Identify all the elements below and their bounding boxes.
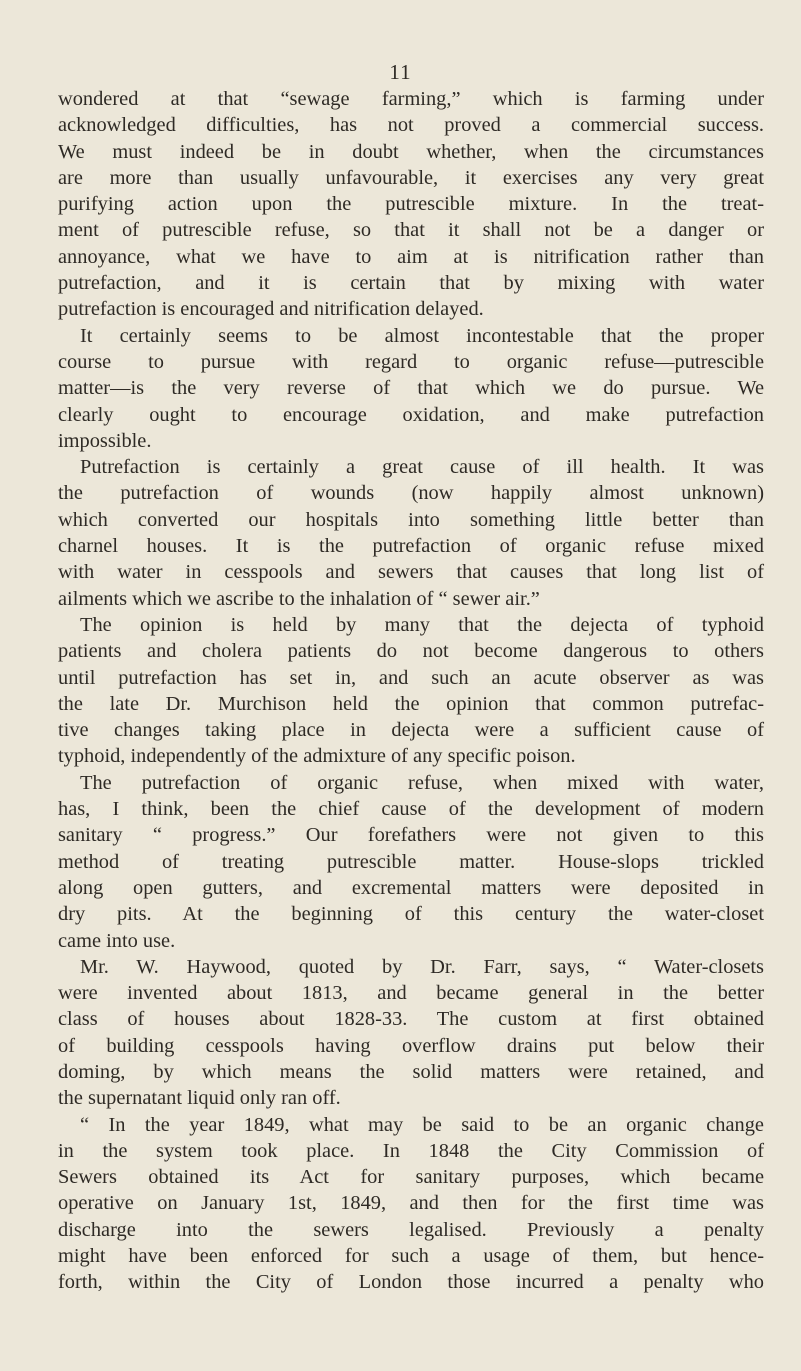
- text-line: course to pursue with regard to organic refuse—putrescible: [58, 350, 764, 373]
- text-line: ailments which we ascribe to the inhalation of “ sewer air.”: [58, 587, 540, 610]
- text-line: the putrefaction of wounds (now happily almost unknown): [58, 482, 764, 505]
- text-line: discharge into the sewers legalised. Previously a penalty: [58, 1218, 764, 1241]
- text-line: matter—is the very reverse of that which we do pursue. We: [58, 377, 764, 400]
- text-line: were invented about 1813, and became general in the better: [58, 982, 764, 1005]
- text-line: method of treating putrescible matter. House-slops trickled: [58, 850, 764, 873]
- text-line: It certainly seems to be almost incontestable that the proper: [80, 324, 764, 347]
- text-line: putrefaction, and it is certain that by mixing with water: [58, 272, 764, 295]
- text-line: wondered at that “sewage farming,” which is farming under: [58, 88, 764, 110]
- text-line: with water in cesspools and sewers that causes that long list of: [58, 561, 764, 584]
- text-line: charnel houses. It is the putrefaction of organic refuse mixed: [58, 535, 764, 558]
- text-line: until putrefaction has set in, and such an acute observer as was: [58, 666, 764, 689]
- text-line: ment of putrescible refuse, so that it shall not be a danger or: [58, 219, 764, 242]
- text-line: sanitary “ progress.” Our forefathers were not given to this: [58, 824, 764, 847]
- text-line: dry pits. At the beginning of this century the water-closet: [58, 903, 764, 926]
- text-line: operative on January 1st, 1849, and then for the first time was: [58, 1192, 764, 1215]
- text-line: The putrefaction of organic refuse, when mixed with water,: [80, 771, 764, 794]
- text-line: along open gutters, and excremental matters were deposited in: [58, 876, 764, 899]
- text-line: the late Dr. Murchison held the opinion that common putrefac-: [58, 692, 764, 715]
- text-line: purifying action upon the putrescible mixture. In the treat-: [58, 193, 764, 216]
- text-line: the supernatant liquid only ran off.: [58, 1087, 341, 1110]
- text-line: forth, within the City of London those incurred a penalty who: [58, 1271, 764, 1294]
- text-line: typhoid, independently of the admixture of any specific poison.: [58, 745, 576, 768]
- text-line: are more than usually unfavourable, it exercises any very great: [58, 166, 764, 189]
- text-line: came into use.: [58, 929, 176, 952]
- text-line: which converted our hospitals into something little better than: [58, 508, 764, 531]
- text-line: patients and cholera patients do not become dangerous to others: [58, 640, 764, 663]
- text-line: Mr. W. Haywood, quoted by Dr. Farr, says, “ Water-closets: [80, 955, 764, 978]
- text-line: acknowledged difficulties, has not proved a commercial success.: [58, 114, 764, 137]
- text-line: putrefaction is encouraged and nitrification delayed.: [58, 298, 484, 321]
- text-line: of building cesspools having overflow drains put below their: [58, 1034, 764, 1057]
- body-text: [58, 86, 764, 1296]
- text-line: has, I think, been the chief cause of the development of modern: [58, 798, 764, 821]
- text-line: annoyance, what we have to aim at is nitrification rather than: [58, 245, 764, 268]
- text-line: class of houses about 1828-33. The custom at first obtained: [58, 1008, 764, 1031]
- text-line: “ In the year 1849, what may be said to be an organic change: [80, 1113, 764, 1136]
- text-line: doming, by which means the solid matters were retained, and: [58, 1060, 764, 1083]
- text-line: might have been enforced for such a usage of them, but hence-: [58, 1245, 764, 1268]
- page-number: 11: [389, 60, 412, 84]
- text-line: The opinion is held by many that the dejecta of typhoid: [80, 613, 764, 636]
- text-line: impossible.: [58, 429, 152, 452]
- text-line: Putrefaction is certainly a great cause of ill health. It was: [80, 456, 764, 479]
- text-line: tive changes taking place in dejecta were a sufficient cause of: [58, 719, 764, 742]
- text-line: in the system took place. In 1848 the City Commission of: [58, 1139, 764, 1162]
- text-line: clearly ought to encourage oxidation, and make putrefaction: [58, 403, 764, 426]
- text-line: Sewers obtained its Act for sanitary purposes, which became: [58, 1166, 764, 1189]
- text-line: We must indeed be in doubt whether, when the circumstances: [58, 140, 764, 163]
